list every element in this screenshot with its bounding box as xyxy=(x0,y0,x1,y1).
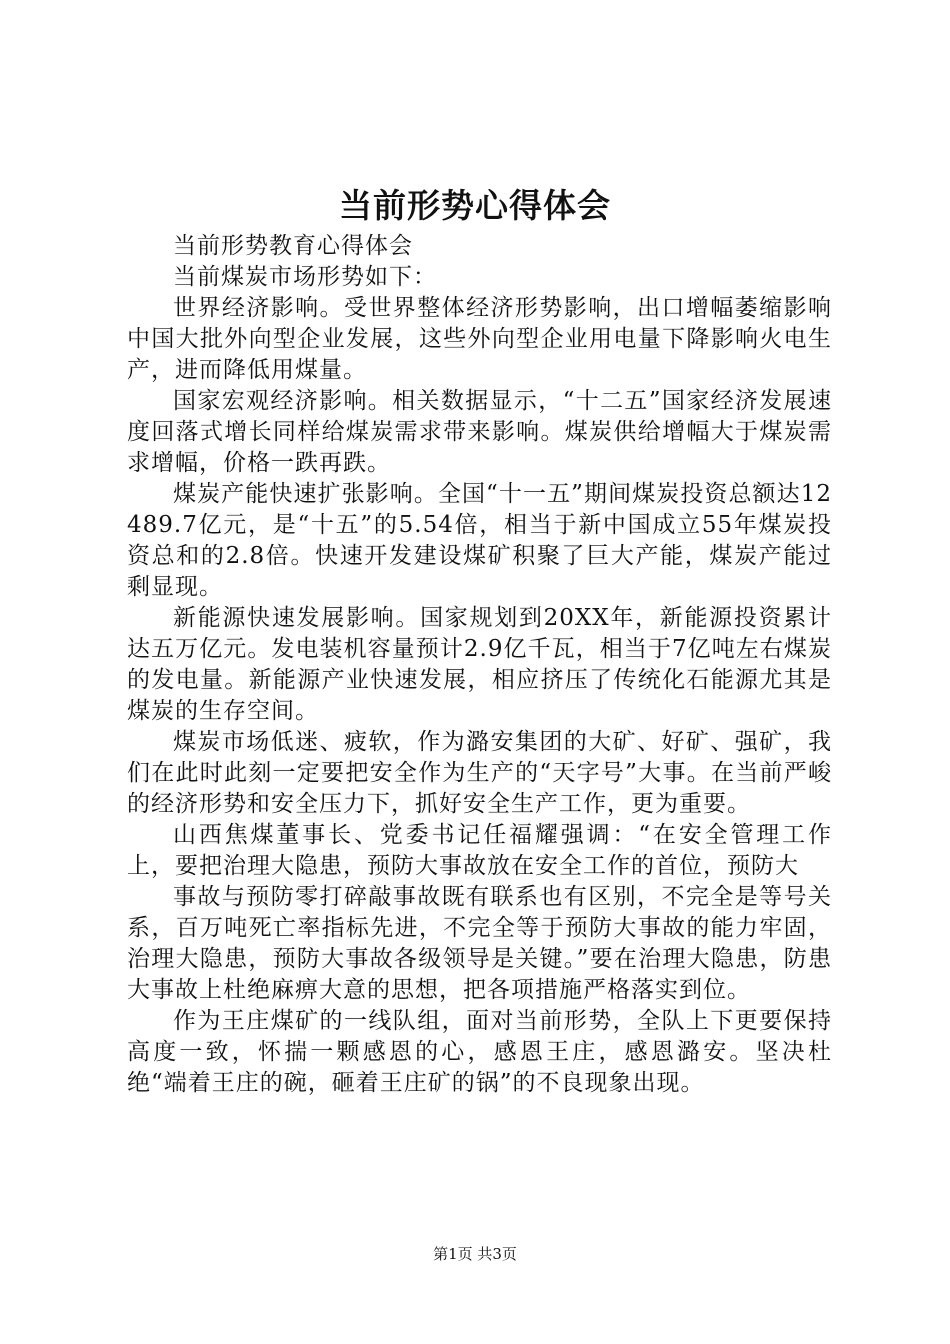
paragraph: 作为王庄煤矿的一线队组，面对当前形势，全队上下更要保持高度一致，怀揣一颗感恩的心，感恩王庄，感恩潞安。坚决杜绝“端着王庄的碗，砸着王庄矿的锅”的不良现象出现。 xyxy=(127,1008,832,1096)
paragraph: 事故与预防零打碎敲事故既有联系也有区别，不完全是等号关系，百万吨死亡率指标先进，不完全等于预防大事故的能力牢固，治理大隐患，预防大事故各级领导是关键。”要在治理大隐患，防患大事故上杜绝麻痹大意的思想，把各项措施严格落实到位。 xyxy=(127,884,832,1003)
paragraph: 世界经济影响。受世界整体经济形势影响，出口增幅萎缩影响中国大批外向型企业发展，这些外向型企业用电量下降影响火电生产，进而降低用煤量。 xyxy=(127,295,832,383)
paragraph: 当前形势教育心得体会 xyxy=(173,233,413,259)
document-title: 当前形势心得体会 xyxy=(339,186,611,225)
paragraph: 山西焦煤董事长、党委书记任福耀强调：“在安全管理工作上，要把治理大隐患，预防大事故放在安全工作的首位，预防大 xyxy=(127,822,832,879)
page-footer: 第1页 共3页 xyxy=(433,1245,517,1263)
paragraph: 煤炭产能快速扩张影响。全国“十一五”期间煤炭投资总额达12489.7亿元，是“十五”的5.54倍，相当于新中国成立55年煤炭投资总和的2.8倍。快速开发建设煤矿积聚了巨大产能，煤炭产能过剩显现。 xyxy=(127,481,832,600)
paragraph: 煤炭市场低迷、疲软，作为潞安集团的大矿、好矿、强矿，我们在此时此刻一定要把安全作为生产的“天字号”大事。在当前严峻的经济形势和安全压力下，抓好安全生产工作，更为重要。 xyxy=(127,729,832,817)
paragraph: 国家宏观经济影响。相关数据显示，“十二五”国家经济发展速度回落式增长同样给煤炭需求带来影响。煤炭供给增幅大于煤炭需求增幅，价格一跌再跌。 xyxy=(127,388,832,476)
paragraph: 新能源快速发展影响。国家规划到20XX年，新能源投资累计达五万亿元。发电装机容量预计2.9亿千瓦，相当于7亿吨左右煤炭的发电量。新能源产业快速发展，相应挤压了传统化石能源尤其是煤炭的生存空间。 xyxy=(127,605,832,724)
paragraph: 当前煤炭市场形势如下： xyxy=(173,264,437,290)
document-body xyxy=(127,231,832,1099)
